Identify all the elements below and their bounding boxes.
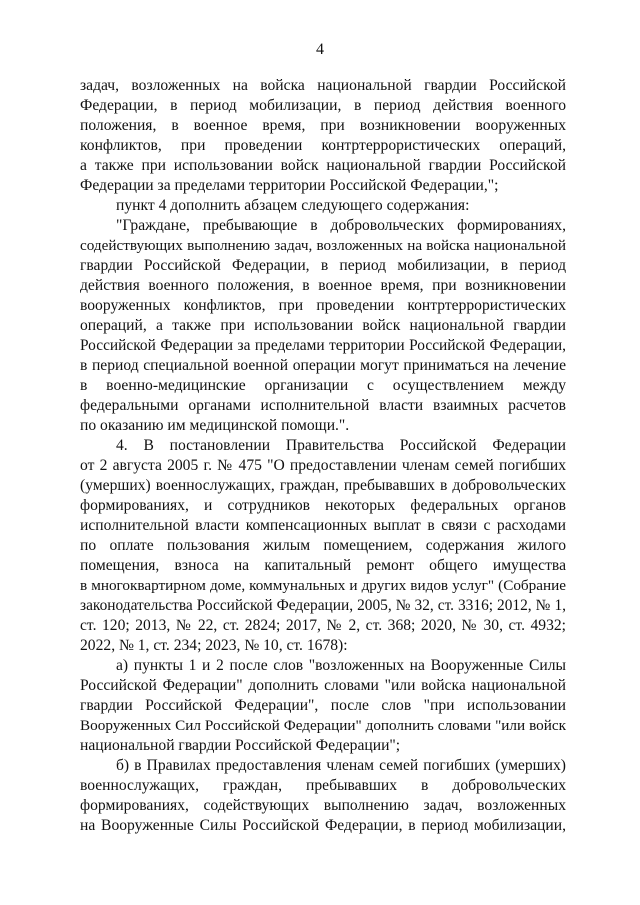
text-line: национальной гвардии Российской Федерации"; xyxy=(80,737,401,754)
page-number: 4 xyxy=(316,41,324,58)
text-line: а также при использовании войск национальной гвардии Российской xyxy=(80,157,566,174)
text-line: в период специальной военной операции могут приниматься на лечение xyxy=(80,357,566,374)
text-line: формированиях, и сотрудников некоторых федеральных органов xyxy=(80,497,566,514)
text-line: действия военного положения, в военное время, при возникновении xyxy=(80,277,566,294)
text-line: федеральными органами исполнительной власти взаимных расчетов xyxy=(80,397,566,414)
text-line: содействующих выполнению задач, возложенных на войска национальной xyxy=(80,237,566,254)
document-body xyxy=(80,76,566,836)
paragraph-item-b xyxy=(80,756,566,836)
text-line: в военно-медицинские организации с осуществлением между xyxy=(80,377,566,394)
paragraph-item-a xyxy=(80,656,566,756)
text-line: гвардии Российской Федерации", после слов "при использовании xyxy=(80,697,566,714)
text-line: военнослужащих, граждан, пребывавших в добровольческих xyxy=(80,777,566,794)
text-line: вооруженных конфликтов, при проведении контртеррористических xyxy=(80,297,566,314)
text-line: конфликтов, при проведении контртеррористических операций, xyxy=(80,137,566,154)
text-line: ст. 120; 2013, № 22, ст. 2824; 2017, № 2, ст. 368; 2020, № 30, ст. 4932; xyxy=(80,617,566,634)
paragraph-item-4 xyxy=(80,436,566,656)
text-line: операций, а также при использовании войск национальной гвардии xyxy=(80,317,566,334)
text-line: б) в Правилах предоставления членам семей погибших (умерших) xyxy=(116,757,566,774)
text-line: в многоквартирном доме, коммунальных и других видов услуг" (Собрание xyxy=(80,577,566,594)
text-line: (умерших) военнослужащих, граждан, пребывавших в добровольческих xyxy=(80,477,566,494)
text-line: по оказанию им медицинской помощи.". xyxy=(80,417,350,434)
text-line: Федерации, в период мобилизации, в период действия военного xyxy=(80,97,566,114)
text-line: формированиях, содействующих выполнению задач, возложенных xyxy=(80,797,566,814)
text-line: а) пункты 1 и 2 после слов "возложенных на Вооруженные Силы xyxy=(116,657,566,674)
paragraph-continuation xyxy=(80,76,566,196)
text-line: помещения, взноса на капитальный ремонт общего имущества xyxy=(80,557,566,574)
text-line: 4. В постановлении Правительства Российской Федерации xyxy=(116,437,566,454)
text-line: 2022, № 1, ст. 234; 2023, № 10, ст. 1678): xyxy=(80,637,348,654)
text-line: Вооруженных Сил Российской Федерации" дополнить словами "или войск xyxy=(80,717,566,734)
text-line: на Вооруженные Силы Российской Федерации, в период мобилизации, xyxy=(80,817,566,834)
text-line: задач, возложенных на войска национальной гвардии Российской xyxy=(80,77,566,94)
text-line: Федерации за пределами территории Российской Федерации,"; xyxy=(80,177,499,194)
paragraph-quoted-amendment xyxy=(80,216,566,436)
text-line: исполнительной власти компенсационных выплат в связи с расходами xyxy=(80,517,566,534)
text-line: от 2 августа 2005 г. № 475 "О предоставлении членам семей погибших xyxy=(80,457,566,474)
text-line: Российской Федерации" дополнить словами "или войска национальной xyxy=(80,677,566,694)
paragraph-amendment-intro xyxy=(80,196,566,216)
text-line: пункт 4 дополнить абзацем следующего содержания: xyxy=(116,197,470,214)
text-line: по оплате пользования жилым помещением, содержания жилого xyxy=(80,537,566,554)
text-line: гвардии Российской Федерации, в период мобилизации, в период xyxy=(80,257,566,274)
text-line: "Граждане, пребывающие в добровольческих формированиях, xyxy=(116,217,566,234)
text-line: положения, в военное время, при возникновении вооруженных xyxy=(80,117,566,134)
text-line: Российской Федерации за пределами территории Российской Федерации, xyxy=(80,337,566,354)
text-line: законодательства Российской Федерации, 2005, № 32, ст. 3316; 2012, № 1, xyxy=(80,597,566,614)
